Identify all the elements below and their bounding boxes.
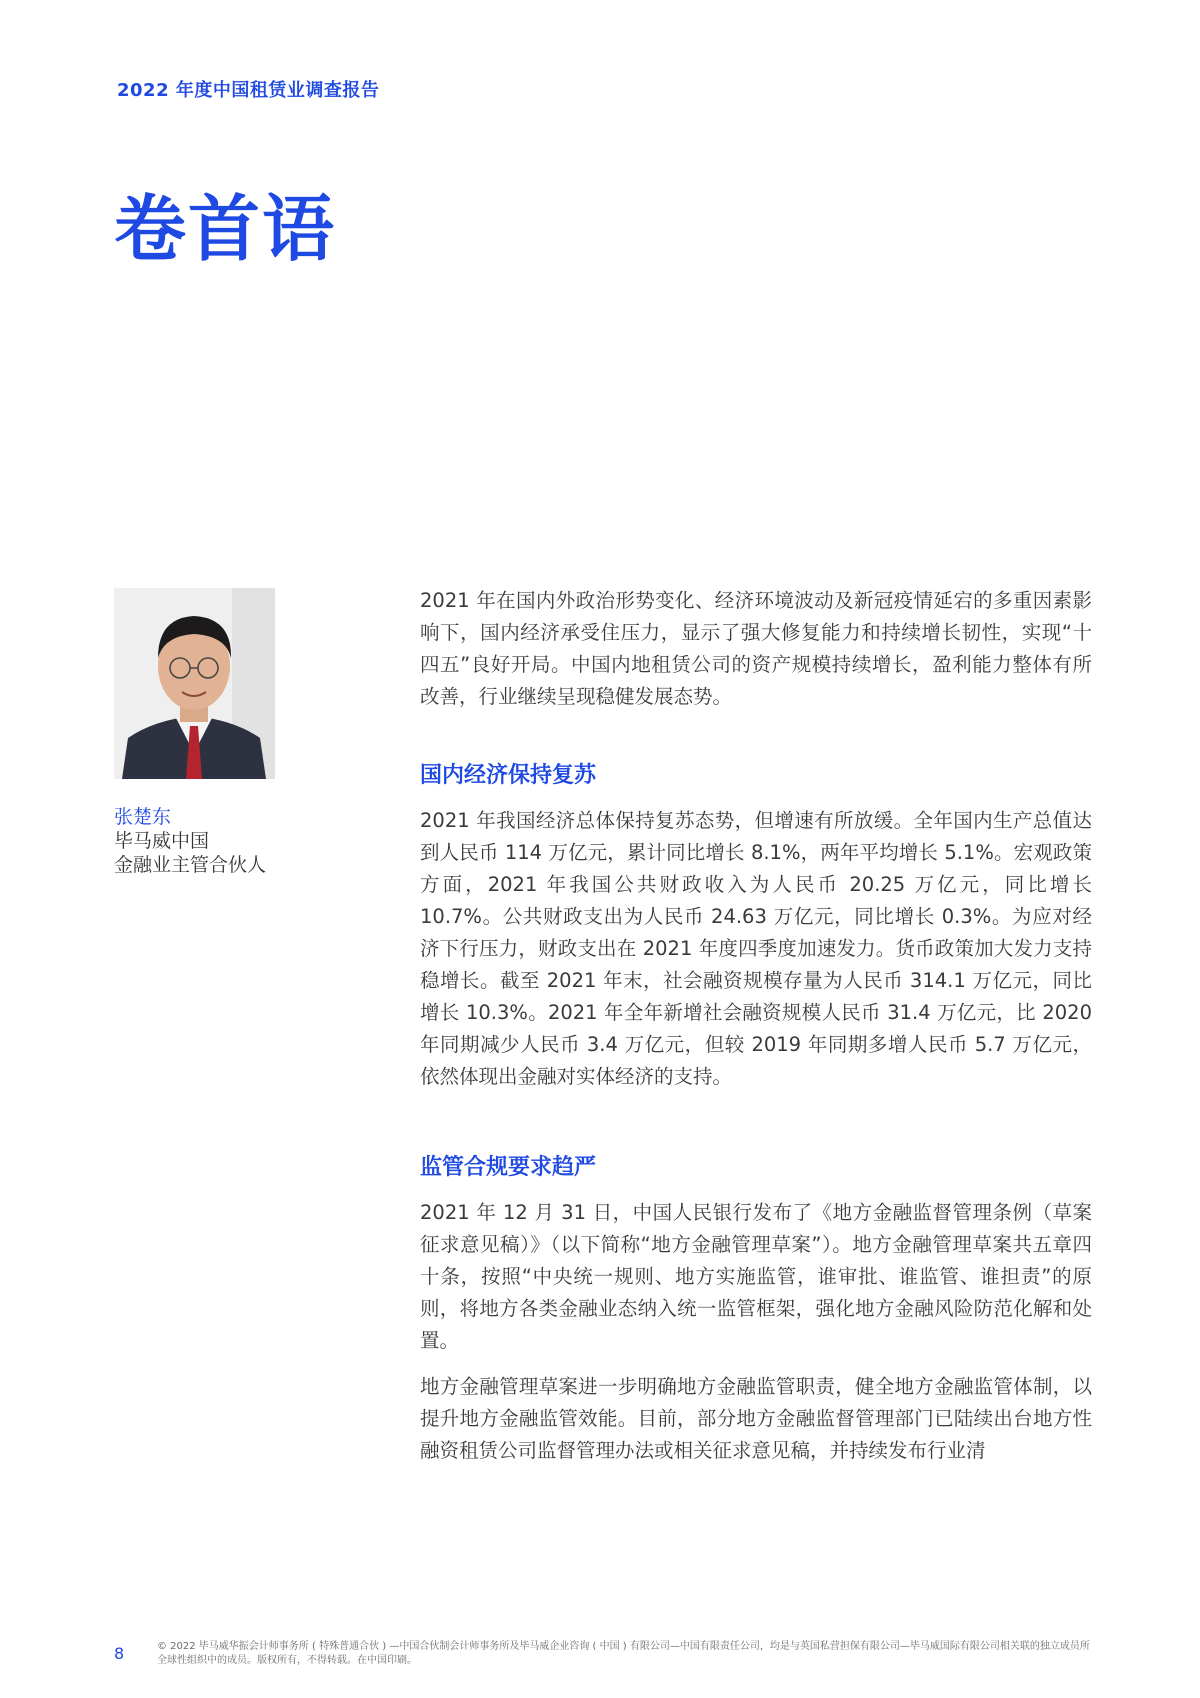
- author-block: [114, 805, 266, 877]
- regulation-paragraph-1: 2021 年 12 月 31 日，中国人民银行发布了《地方金融监督管理条例（草案征求意见稿）》（以下简称“地方金融管理草案”）。地方金融管理草案共五章四十条，按照“中央统一规则、地方实施监管，谁审批、谁监管、谁担责”的原则，将地方各类金融业态纳入统一监管框架，强化地方金融风险防范化解和处置。: [420, 1201, 1092, 1352]
- page-number: 8: [114, 1644, 125, 1663]
- section-heading-regulation: 监管合规要求趋严: [420, 1155, 597, 1180]
- author-portrait: [114, 588, 275, 779]
- author-company: 毕马威中国: [114, 830, 210, 852]
- regulation-paragraph-2: 地方金融管理草案进一步明确地方金融监管职责，健全地方金融监管体制，以提升地方金融监管效能。目前，部分地方金融监督管理部门已陆续出台地方性融资租赁公司监督管理办法或相关征求意见稿，并持续发布行业清: [420, 1375, 1092, 1462]
- section-heading-economy: 国内经济保持复苏: [420, 763, 597, 788]
- running-header: 2022 年度中国租赁业调查报告: [117, 80, 380, 101]
- author-role: 金融业主管合伙人: [114, 854, 267, 876]
- page-title: 卷首语: [114, 187, 337, 271]
- copyright-notice: © 2022 毕马威华振会计师事务所 ( 特殊普通合伙 ) —中国合伙制会计师事务所及毕马威企业咨询 ( 中国 ) 有限公司—中国有限责任公司，均是与英国私营担保有限公司—毕马威国际有限公司相关联的独立成员所全球性组织中的成员。版权所有，不得转载。在中国印刷。: [157, 1641, 1090, 1666]
- author-name: 张楚东: [114, 806, 172, 828]
- economy-paragraph: 2021 年我国经济总体保持复苏态势，但增速有所放缓。全年国内生产总值达到人民币 114 万亿元，累计同比增长 8.1%，两年平均增长 5.1%。宏观政策方面，2021 年我国公共财政收入为人民币 20.25 万亿元，同比增长 10.7%。公共财政支出为人民币 24.63 万亿元，同比增长 0.3%。为应对经济下行压力，财政支出在 2021 年度四季度加速发力。货币政策加大发力支持稳增长。截至 2021 年末，社会融资规模存量为人民币 314.1 万亿元，同比增长 10.3%。2021 年全年新增社会融资规模人民币 31.4 万亿元，比 2020 年同期减少人民币 3.4 万亿元，但较 2019 年同期多增人民币 5.7 万亿元，依然体现出金融对实体经济的支持。: [420, 809, 1092, 1088]
- article-body: [420, 585, 1092, 1467]
- intro-paragraph: 2021 年在国内外政治形势变化、经济环境波动及新冠疫情延宕的多重因素影响下，国内经济承受住压力，显示了强大修复能力和持续增长韧性，实现“十四五”良好开局。中国内地租赁公司的资产规模持续增长，盈利能力整体有所改善，行业继续呈现稳健发展态势。: [420, 589, 1092, 708]
